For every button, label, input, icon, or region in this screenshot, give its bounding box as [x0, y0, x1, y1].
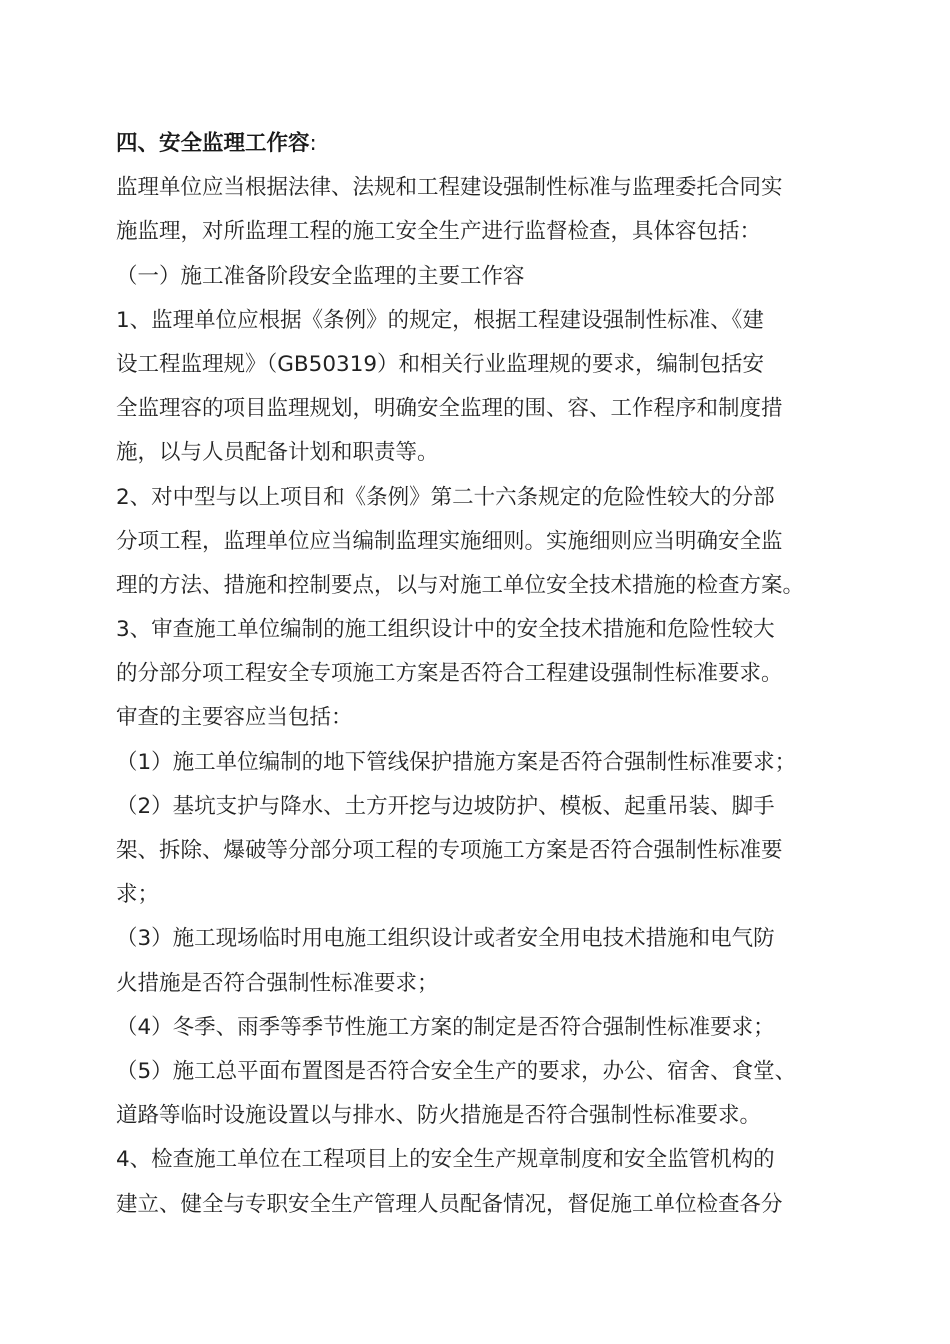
- list-item-line: 火措施是否符合强制性标准要求；: [116, 970, 439, 996]
- paragraph-line: 1、监理单位应根据《条例》的规定，根据工程建设强制性标准、《建: [116, 307, 764, 333]
- list-item-line: 架、拆除、爆破等分部分项工程的专项施工方案是否符合强制性标准要: [116, 838, 783, 863]
- paragraph-line: 建立、健全与专职安全生产管理人员配备情况，督促施工单位检查各分: [116, 1191, 783, 1217]
- paragraph-line: 监理单位应当根据法律、法规和工程建设强制性标准与监理委托合同实: [116, 175, 783, 201]
- document-body: [116, 122, 836, 1227]
- subsection-heading: （一）施工准备阶段安全监理的主要工作容: [116, 263, 525, 289]
- paragraph-line: 全监理容的项目监理规划，明确安全监理的围、容、工作程序和制度措: [116, 396, 783, 422]
- section-heading-colon: :: [309, 131, 317, 156]
- paragraph-line: 3、审查施工单位编制的施工组织设计中的安全技术措施和危险性较大: [116, 617, 775, 643]
- paragraph-line: 施监理，对所监理工程的施工安全生产进行监督检查，具体容包括：: [116, 219, 762, 245]
- list-item-line: （1）施工单位编制的地下管线保护措施方案是否符合强制性标准要求；: [116, 749, 797, 775]
- list-item-line: （5）施工总平面布置图是否符合安全生产的要求，办公、宿舍、食堂、: [116, 1058, 797, 1084]
- paragraph-line: 2、对中型与以上项目和《条例》第二十六条规定的危险性较大的分部: [116, 484, 775, 510]
- paragraph-line: 理的方法、措施和控制要点，以与对施工单位安全技术措施的检查方案。: [116, 572, 805, 598]
- section-heading-title: 四、安全监理工作容: [116, 131, 310, 156]
- paragraph-line: 设工程监理规》（GB50319）和相关行业监理规的要求，编制包括安: [116, 351, 765, 377]
- list-item-line: （3）施工现场临时用电施工组织设计或者安全用电技术措施和电气防: [116, 926, 775, 952]
- paragraph-line: 施，以与人员配备计划和职责等。: [116, 440, 439, 466]
- list-item-line: 求；: [116, 882, 160, 908]
- paragraph-line: 4、检查施工单位在工程项目上的安全生产规章制度和安全监管机构的: [116, 1147, 775, 1173]
- list-item-line: （2）基坑支护与降水、土方开挖与边坡防护、模板、起重吊装、脚手: [116, 793, 775, 819]
- paragraph-line: 分项工程，监理单位应当编制监理实施细则。实施细则应当明确安全监: [116, 528, 783, 554]
- paragraph-line: 审查的主要容应当包括：: [116, 705, 353, 731]
- list-item-line: 道路等临时设施设置以与排水、防火措施是否符合强制性标准要求。: [116, 1103, 762, 1129]
- section-heading: [116, 122, 836, 166]
- list-item-line: （4）冬季、雨季等季节性施工方案的制定是否符合强制性标准要求；: [116, 1014, 775, 1040]
- paragraph-line: 的分部分项工程安全专项施工方案是否符合工程建设强制性标准要求。: [116, 661, 783, 687]
